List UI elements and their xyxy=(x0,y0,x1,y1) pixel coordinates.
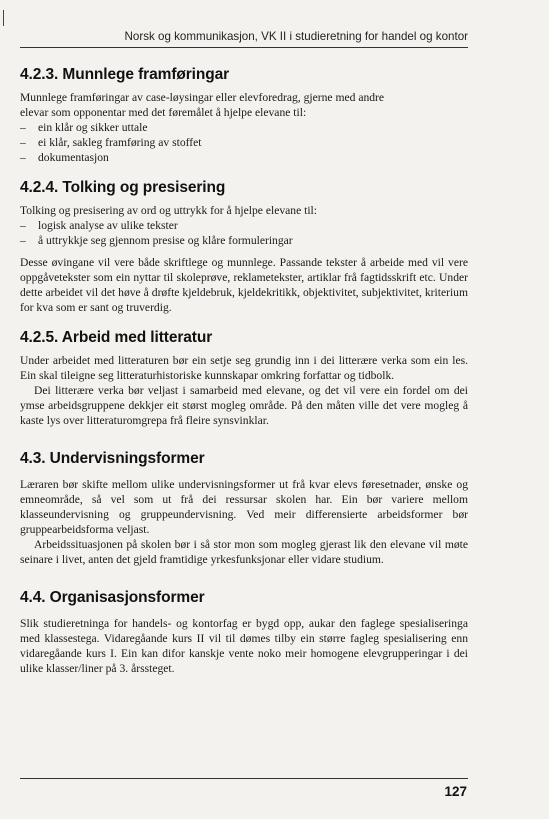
bullet-list xyxy=(20,120,468,165)
section-heading: 4.3. Undervisningsformer xyxy=(20,450,205,467)
bullet-list xyxy=(20,218,468,248)
section-heading: 4.2.5. Arbeid med litteratur xyxy=(20,329,213,346)
section-heading: 4.2.3. Munnlege framføringar xyxy=(20,66,230,83)
header-rule xyxy=(20,47,468,48)
paragraph: Under arbeidet med litteraturen bør ein setje seg grundig inn i dei litterære verka som ein les. Ein skal tileigne seg litteraturhistoriske kunnskapar omkring forfattar og tidbolk. xyxy=(20,354,468,382)
paragraph: Slik studieretninga for handels- og kontorfag er bygd opp, aukar den faglege spesialiseringa med klassestega. Vidaregåande kurs II vil til dømes tilby ein større fagleg spesialisering enn vidaregåande kurs I. Ein kan difor kanskje vente noko meir homogene elevgrupperingar i dei ulike klasser/liner på 3. årssteget. xyxy=(20,617,468,675)
running-header: Norsk og kommunikasjon, VK II i studieretning for handel og kontor xyxy=(124,30,468,43)
paragraph-line: elevar som opponentar med det føremålet å hjelpe elevane til: xyxy=(20,106,307,119)
paragraph: Desse øvingane vil vere både skriftlege og munnlege. Passande tekster å arbeide med vil vere oppgåvetekster som ein nyttar til skoleprøve, reklametekster, artiklar frå fagtidsskrift etc. Under dette arbeidet vil det høve å drøfte kjeldebruk, kjeldekritikk, objektivitet, subjektivitet, kriterium for kva som er sant og truverdig. xyxy=(20,256,468,314)
paragraph: Læraren bør skifte mellom ulike undervisningsformer ut frå kvar elevs føresetnader, ønske og emneområde, så vel som ut frå dei ressursar skolen har. Ein bør variere mellom klasseundervisning og gruppeundervisning. Ved meir differensierte arbeidsformer bør gruppearbeidsforma veljast. xyxy=(20,478,468,536)
list-item: – ein klår og sikker uttale xyxy=(20,121,148,134)
paragraph xyxy=(20,90,468,120)
dash-icon: – xyxy=(20,121,26,134)
list-item: – dokumentasjon xyxy=(20,151,109,164)
paragraph-line: Munnlege framføringar av case-løysingar eller elevforedrag, gjerne med andre xyxy=(20,91,385,104)
paragraph: Arbeidssituasjonen på skolen bør i så stor mon som mogleg gjerast lik den elevane vil møte seinare i livet, anten det gjeld framtidige yrkesfunksjonar eller vidare studium. xyxy=(20,538,468,566)
dash-icon: – xyxy=(20,151,26,164)
list-item: – å uttrykkje seg gjennom presise og klåre formuleringar xyxy=(20,234,293,247)
section-heading: 4.2.4. Tolking og presisering xyxy=(20,179,226,196)
dash-icon: – xyxy=(20,136,26,149)
list-item: – ei klår, sakleg framføring av stoffet xyxy=(20,136,202,149)
paragraph: Dei litterære verka bør veljast i samarbeid med elevane, og det vil vere ein fordel om dei ymse arbeidsgruppene dekkjer eit størst mogleg område. På den måten ville det vere mogleg å kaste lys over litteraturomgrepa frå fleire synsvinklar. xyxy=(20,384,468,427)
dash-icon: – xyxy=(20,234,26,247)
list-item: – logisk analyse av ulike tekster xyxy=(20,219,178,232)
footer-rule xyxy=(20,778,468,779)
section-heading: 4.4. Organisasjonsformer xyxy=(20,589,205,606)
scan-edge-mark xyxy=(3,10,4,26)
main-content xyxy=(20,60,468,676)
page-number: 127 xyxy=(444,784,467,799)
dash-icon: – xyxy=(20,219,26,232)
paragraph: Tolking og presisering av ord og uttrykk for å hjelpe elevane til: xyxy=(20,204,318,217)
